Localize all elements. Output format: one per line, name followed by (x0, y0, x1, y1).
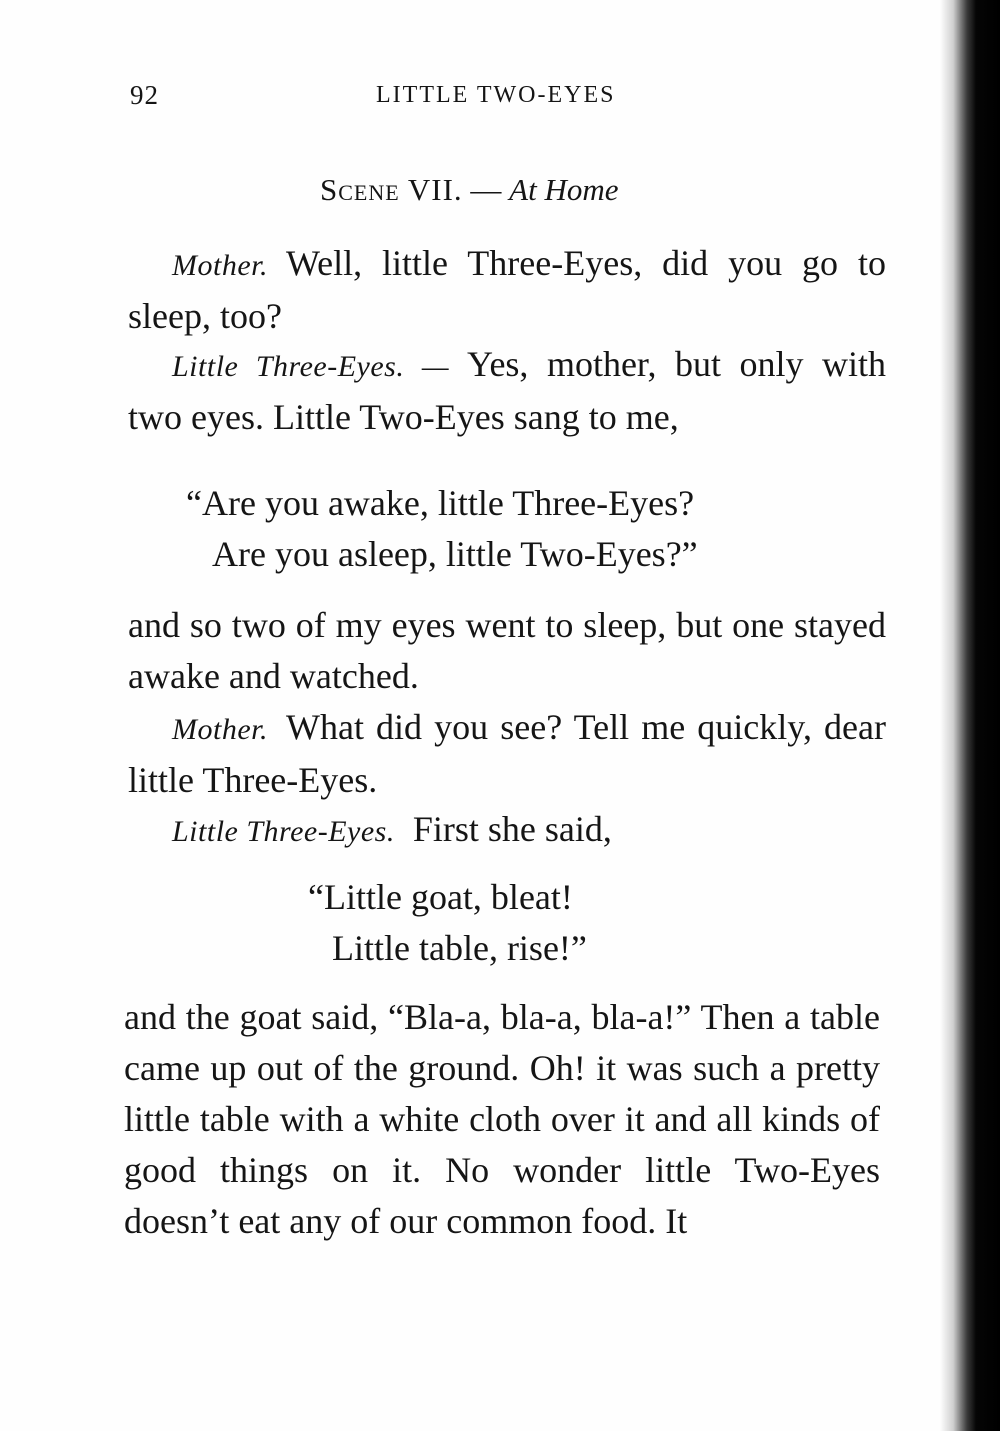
paragraph-three-eyes-2 (128, 804, 886, 857)
verse-line: “Little goat, bleat! (308, 877, 573, 917)
scene-dash: — (462, 172, 510, 207)
speaker-label: Mother. (172, 249, 268, 282)
scene-heading (320, 172, 619, 208)
paragraph-mother-1 (128, 238, 886, 342)
scene-location: At Home (509, 172, 619, 207)
verse-line: Are you asleep, little Two-Eyes?” (212, 534, 698, 574)
paragraph-mother-2 (128, 702, 886, 806)
paragraph-text: What did you see? Tell me quickly, dear little Three-Eyes. (128, 707, 886, 800)
paragraph-continuation-2: and the goat said, “Bla-a, bla-a, bla-a!” Then a table came up out of the ground. Oh! it was such a pretty little table with a white cloth over it and all kinds of good things on it. No wonder little Two-Eyes doesn’t eat any of our common food. It (124, 997, 880, 1241)
paragraph-text: First she said, (412, 809, 612, 849)
running-head (128, 80, 888, 120)
paragraph-three-eyes-1 (128, 339, 886, 443)
page-number: 92 (130, 80, 159, 110)
running-title: LITTLE TWO-EYES (376, 82, 616, 108)
speaker-label: Little Three-Eyes. — (172, 350, 450, 383)
scene-label: Scene VII. (320, 172, 463, 207)
paragraph-text: Well, little Three-Eyes, did you go to sleep, too? (128, 243, 886, 336)
speaker-label: Mother. (172, 713, 268, 746)
verse-line: “Are you awake, little Three-Eyes? (186, 483, 695, 523)
speaker-label: Little Three-Eyes. (172, 815, 395, 848)
paragraph-text: Yes, mother, but only with two eyes. Little Two-Eyes sang to me, (128, 344, 887, 437)
page-binding-shadow (940, 0, 1000, 1431)
verse-line: Little table, rise!” (332, 928, 587, 968)
paragraph-continuation-1: and so two of my eyes went to sleep, but one stayed awake and watched. (128, 605, 886, 696)
